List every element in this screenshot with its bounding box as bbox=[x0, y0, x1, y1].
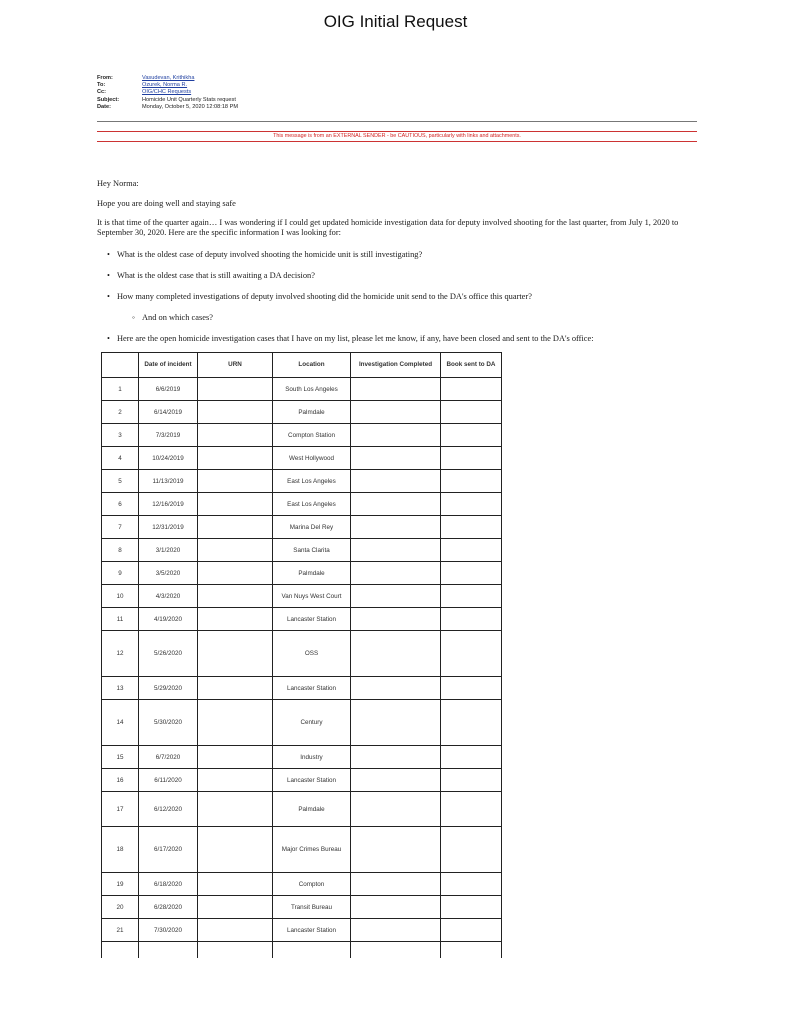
urn-cell bbox=[198, 378, 273, 401]
row-number-cell: 15 bbox=[102, 746, 139, 769]
location-cell: West Hollywood bbox=[273, 447, 351, 470]
location-cell: Lancaster Station bbox=[273, 677, 351, 700]
table-continuation bbox=[138, 940, 139, 958]
redacted-urn bbox=[206, 879, 264, 887]
book-sent-cell bbox=[441, 585, 502, 608]
table-row bbox=[102, 700, 502, 746]
investigation-completed-cell bbox=[351, 516, 441, 539]
table-row bbox=[102, 827, 502, 873]
question-text: Here are the open homicide investigation cases that I have on my list, please let me know, if any, have been closed and sent to the DA's office: bbox=[117, 334, 594, 343]
date-of-incident-cell: 6/7/2020 bbox=[139, 746, 198, 769]
book-sent-cell bbox=[441, 769, 502, 792]
redacted-urn bbox=[206, 683, 264, 691]
urn-cell bbox=[198, 608, 273, 631]
location-cell: Marina Del Rey bbox=[273, 516, 351, 539]
redacted-urn bbox=[206, 591, 264, 599]
book-sent-cell bbox=[441, 827, 502, 873]
date-of-incident-cell: 6/28/2020 bbox=[139, 896, 198, 919]
urn-cell bbox=[198, 827, 273, 873]
intro-line: Hope you are doing well and staying safe bbox=[97, 199, 236, 208]
location-cell: Lancaster Station bbox=[273, 608, 351, 631]
location-cell: Lancaster Station bbox=[273, 769, 351, 792]
row-number-cell: 3 bbox=[102, 424, 139, 447]
redacted-urn bbox=[206, 384, 264, 392]
open-cases-table bbox=[101, 352, 502, 942]
urn-cell bbox=[198, 746, 273, 769]
date-of-incident-cell: 7/30/2020 bbox=[139, 919, 198, 942]
urn-cell bbox=[198, 873, 273, 896]
row-number-cell: 20 bbox=[102, 896, 139, 919]
request-paragraph: It is that time of the quarter again… I was wondering if I could get updated homicide investigation data for deputy involved shooting for the last quarter, from July 1, 2020 to September 30, 2020. Here are the specific information I was looking for: bbox=[97, 218, 679, 237]
date-of-incident-cell: 6/14/2019 bbox=[139, 401, 198, 424]
urn-cell bbox=[198, 539, 273, 562]
table-row bbox=[102, 562, 502, 585]
location-cell: Major Crimes Bureau bbox=[273, 827, 351, 873]
investigation-completed-cell bbox=[351, 378, 441, 401]
book-sent-cell bbox=[441, 447, 502, 470]
book-sent-cell bbox=[441, 424, 502, 447]
question-text: How many completed investigations of deputy involved shooting did the homicide unit send to the DA's office this quarter? bbox=[117, 292, 532, 301]
redacted-urn bbox=[206, 775, 264, 783]
redacted-urn bbox=[206, 407, 264, 415]
header-investigation-completed: Investigation Completed bbox=[351, 353, 441, 378]
header-location: Location bbox=[273, 353, 351, 378]
urn-cell bbox=[198, 631, 273, 677]
urn-cell bbox=[198, 493, 273, 516]
investigation-completed-cell bbox=[351, 792, 441, 827]
redacted-urn bbox=[206, 804, 264, 812]
row-number-cell: 7 bbox=[102, 516, 139, 539]
from-row bbox=[97, 75, 238, 82]
bullet-icon: • bbox=[107, 334, 110, 343]
urn-cell bbox=[198, 769, 273, 792]
row-number-cell: 17 bbox=[102, 792, 139, 827]
row-number-cell: 6 bbox=[102, 493, 139, 516]
redacted-urn bbox=[206, 614, 264, 622]
investigation-completed-cell bbox=[351, 401, 441, 424]
to-value[interactable]: Ozurek, Norma R. bbox=[142, 82, 188, 89]
book-sent-cell bbox=[441, 516, 502, 539]
redacted-urn bbox=[206, 925, 264, 933]
date-of-incident-cell: 11/13/2019 bbox=[139, 470, 198, 493]
redacted-urn bbox=[206, 453, 264, 461]
date-value: Monday, October 5, 2020 12:08:18 PM bbox=[142, 103, 238, 110]
location-cell: Century bbox=[273, 700, 351, 746]
book-sent-cell bbox=[441, 746, 502, 769]
date-of-incident-cell: 5/29/2020 bbox=[139, 677, 198, 700]
cc-row bbox=[97, 89, 238, 96]
location-cell: Palmdale bbox=[273, 792, 351, 827]
book-sent-cell bbox=[441, 539, 502, 562]
row-number-cell: 21 bbox=[102, 919, 139, 942]
table-body bbox=[102, 378, 502, 942]
location-cell: South Los Angeles bbox=[273, 378, 351, 401]
book-sent-cell bbox=[441, 896, 502, 919]
redacted-urn bbox=[206, 752, 264, 760]
table-row bbox=[102, 769, 502, 792]
cc-value[interactable]: OIG/CHC Requests bbox=[142, 89, 192, 96]
book-sent-cell bbox=[441, 873, 502, 896]
from-value[interactable]: Vasudevan, Krithikha bbox=[142, 75, 195, 81]
date-of-incident-cell: 4/19/2020 bbox=[139, 608, 198, 631]
investigation-completed-cell bbox=[351, 827, 441, 873]
urn-cell bbox=[198, 562, 273, 585]
urn-cell bbox=[198, 677, 273, 700]
date-of-incident-cell: 12/16/2019 bbox=[139, 493, 198, 516]
subject-label: Subject: bbox=[97, 96, 120, 103]
to-row bbox=[97, 82, 238, 89]
location-cell: OSS bbox=[273, 631, 351, 677]
date-of-incident-cell: 10/24/2019 bbox=[139, 447, 198, 470]
cc-label: Cc: bbox=[97, 89, 107, 96]
table-row bbox=[102, 424, 502, 447]
investigation-completed-cell bbox=[351, 493, 441, 516]
row-number-cell: 19 bbox=[102, 873, 139, 896]
date-of-incident-cell: 12/31/2019 bbox=[139, 516, 198, 539]
row-number-cell: 10 bbox=[102, 585, 139, 608]
investigation-completed-cell bbox=[351, 769, 441, 792]
date-of-incident-cell: 6/6/2019 bbox=[139, 378, 198, 401]
date-of-incident-cell: 3/5/2020 bbox=[139, 562, 198, 585]
date-of-incident-cell: 4/3/2020 bbox=[139, 585, 198, 608]
date-of-incident-cell: 5/26/2020 bbox=[139, 631, 198, 677]
location-cell: East Los Angeles bbox=[273, 470, 351, 493]
table-row bbox=[102, 447, 502, 470]
table-row bbox=[102, 516, 502, 539]
table-row bbox=[102, 585, 502, 608]
urn-cell bbox=[198, 585, 273, 608]
date-of-incident-cell: 6/11/2020 bbox=[139, 769, 198, 792]
urn-cell bbox=[198, 919, 273, 942]
date-label: Date: bbox=[97, 103, 111, 110]
redacted-urn bbox=[206, 718, 264, 726]
investigation-completed-cell bbox=[351, 746, 441, 769]
row-number-cell: 4 bbox=[102, 447, 139, 470]
book-sent-cell bbox=[441, 631, 502, 677]
table-row bbox=[102, 919, 502, 942]
from-label: From: bbox=[97, 75, 113, 81]
investigation-completed-cell bbox=[351, 539, 441, 562]
book-sent-cell bbox=[441, 677, 502, 700]
redacted-urn bbox=[206, 845, 264, 853]
subject-value: Homicide Unit Quarterly Stats request bbox=[142, 96, 236, 103]
location-cell: East Los Angeles bbox=[273, 493, 351, 516]
date-row bbox=[97, 104, 238, 111]
row-number-cell: 2 bbox=[102, 401, 139, 424]
table-row bbox=[102, 873, 502, 896]
header-book-sent-to-da: Book sent to DA bbox=[441, 353, 502, 378]
investigation-completed-cell bbox=[351, 585, 441, 608]
book-sent-cell bbox=[441, 401, 502, 424]
header-divider bbox=[97, 121, 697, 122]
table-row bbox=[102, 608, 502, 631]
book-sent-cell bbox=[441, 378, 502, 401]
redacted-urn bbox=[206, 430, 264, 438]
page-title: OIG Initial Request bbox=[323, 12, 468, 31]
header-urn: URN bbox=[198, 353, 273, 378]
row-number-cell: 14 bbox=[102, 700, 139, 746]
table-row bbox=[102, 631, 502, 677]
table-continuation bbox=[440, 940, 441, 958]
banner-bottom-rule bbox=[97, 141, 697, 142]
table-continuation bbox=[272, 940, 273, 958]
greeting: Hey Norma: bbox=[97, 179, 139, 188]
urn-cell bbox=[198, 470, 273, 493]
header-date-of-incident: Date of incident bbox=[139, 353, 198, 378]
table-row bbox=[102, 792, 502, 827]
row-number-cell: 12 bbox=[102, 631, 139, 677]
investigation-completed-cell bbox=[351, 919, 441, 942]
date-of-incident-cell: 5/30/2020 bbox=[139, 700, 198, 746]
location-cell: Palmdale bbox=[273, 562, 351, 585]
location-cell: Industry bbox=[273, 746, 351, 769]
table-continuation bbox=[501, 940, 502, 958]
urn-cell bbox=[198, 424, 273, 447]
bullet-icon: • bbox=[107, 271, 110, 280]
location-cell: Santa Clarita bbox=[273, 539, 351, 562]
email-header bbox=[97, 75, 238, 111]
book-sent-cell bbox=[441, 608, 502, 631]
book-sent-cell bbox=[441, 562, 502, 585]
to-label: To: bbox=[97, 82, 106, 89]
date-of-incident-cell: 7/3/2019 bbox=[139, 424, 198, 447]
redacted-urn bbox=[206, 902, 264, 910]
redacted-urn bbox=[206, 568, 264, 576]
row-number-cell: 5 bbox=[102, 470, 139, 493]
urn-cell bbox=[198, 896, 273, 919]
location-cell: Transit Bureau bbox=[273, 896, 351, 919]
investigation-completed-cell bbox=[351, 677, 441, 700]
location-cell: Lancaster Station bbox=[273, 919, 351, 942]
redacted-urn bbox=[206, 499, 264, 507]
investigation-completed-cell bbox=[351, 470, 441, 493]
urn-cell bbox=[198, 792, 273, 827]
date-of-incident-cell: 6/12/2020 bbox=[139, 792, 198, 827]
table-row bbox=[102, 746, 502, 769]
investigation-completed-cell bbox=[351, 896, 441, 919]
table-row bbox=[102, 677, 502, 700]
redacted-urn bbox=[206, 476, 264, 484]
banner-top-rule bbox=[97, 131, 697, 132]
location-cell: Compton Station bbox=[273, 424, 351, 447]
book-sent-cell bbox=[441, 700, 502, 746]
date-of-incident-cell: 6/18/2020 bbox=[139, 873, 198, 896]
row-number-cell: 1 bbox=[102, 378, 139, 401]
table-row bbox=[102, 539, 502, 562]
book-sent-cell bbox=[441, 470, 502, 493]
investigation-completed-cell bbox=[351, 631, 441, 677]
sub-question-text: And on which cases? bbox=[142, 313, 213, 322]
header-row-number bbox=[102, 353, 139, 378]
table-continuation bbox=[350, 940, 351, 958]
investigation-completed-cell bbox=[351, 447, 441, 470]
subject-row bbox=[97, 97, 238, 104]
location-cell: Van Nuys West Court bbox=[273, 585, 351, 608]
row-number-cell: 8 bbox=[102, 539, 139, 562]
investigation-completed-cell bbox=[351, 873, 441, 896]
redacted-urn bbox=[206, 522, 264, 530]
urn-cell bbox=[198, 401, 273, 424]
urn-cell bbox=[198, 700, 273, 746]
investigation-completed-cell bbox=[351, 700, 441, 746]
location-cell: Palmdale bbox=[273, 401, 351, 424]
table-row bbox=[102, 493, 502, 516]
investigation-completed-cell bbox=[351, 562, 441, 585]
redacted-urn bbox=[206, 649, 264, 657]
external-sender-banner: This message is from an EXTERNAL SENDER - be CAUTIOUS, particularly with links and attachments. bbox=[273, 133, 521, 139]
book-sent-cell bbox=[441, 792, 502, 827]
table-row bbox=[102, 470, 502, 493]
table-continuation bbox=[101, 940, 102, 958]
question-text: What is the oldest case that is still awaiting a DA decision? bbox=[117, 271, 315, 280]
table-continuation bbox=[197, 940, 198, 958]
sub-bullet-icon: ◦ bbox=[132, 313, 135, 322]
location-cell: Compton bbox=[273, 873, 351, 896]
book-sent-cell bbox=[441, 919, 502, 942]
row-number-cell: 9 bbox=[102, 562, 139, 585]
row-number-cell: 18 bbox=[102, 827, 139, 873]
date-of-incident-cell: 3/1/2020 bbox=[139, 539, 198, 562]
investigation-completed-cell bbox=[351, 608, 441, 631]
row-number-cell: 16 bbox=[102, 769, 139, 792]
urn-cell bbox=[198, 516, 273, 539]
table-row bbox=[102, 896, 502, 919]
investigation-completed-cell bbox=[351, 424, 441, 447]
bullet-icon: • bbox=[107, 250, 110, 259]
redacted-urn bbox=[206, 545, 264, 553]
row-number-cell: 13 bbox=[102, 677, 139, 700]
bullet-icon: • bbox=[107, 292, 110, 301]
question-text: What is the oldest case of deputy involved shooting the homicide unit is still investigating? bbox=[117, 250, 423, 259]
table-row bbox=[102, 401, 502, 424]
table-row bbox=[102, 378, 502, 401]
urn-cell bbox=[198, 447, 273, 470]
row-number-cell: 11 bbox=[102, 608, 139, 631]
table-header-row bbox=[102, 353, 502, 378]
book-sent-cell bbox=[441, 493, 502, 516]
date-of-incident-cell: 6/17/2020 bbox=[139, 827, 198, 873]
